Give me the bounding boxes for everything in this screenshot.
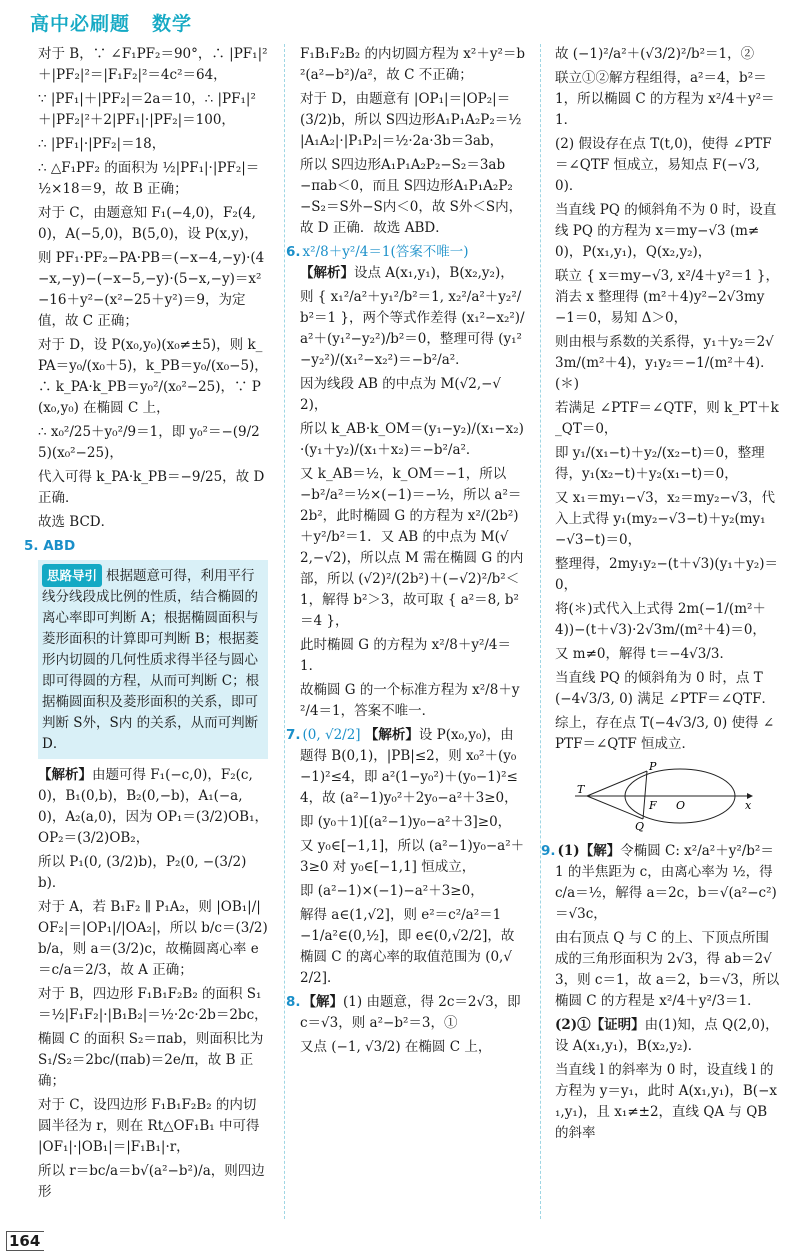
hint-badge: 思路导引: [42, 564, 102, 587]
question-8: 8. 【解】(1) 由题意，得 2c＝2√3，即 c＝√3，则 a²−b²＝3，①: [286, 994, 521, 1031]
text-line: 当直线 PQ 的倾斜角为 0 时，点 T(−4√3/3, 0) 满足 ∠PTF＝∠QTF．: [555, 670, 776, 707]
text-line: (2)①【证明】由(1)知，点 Q(2,0)，设 A(x₁,y₁)，B(x₂,y₂)．: [555, 1017, 779, 1054]
ellipse-diagram: [575, 761, 755, 831]
line-TQ: [587, 796, 643, 819]
text-line: 则由根与系数的关系得，y₁＋y₂＝2√3m/(m²＋4)，y₁y₂＝−1/(m²＋4)．(＊): [555, 334, 774, 392]
text-line: 【解析】由题可得 F₁(−c,0)，F₂(c,0)，B₁(0,b)，B₂(0,−b)，A₁(−a,0)，A₂(a,0)，因为 OP₁＝(3/2)OB₁，OP₂＝(3/2)OB₂，: [38, 767, 268, 846]
text-line: 则 PF₁·PF₂−PA·PB＝(−x−4,−y)·(4−x,−y)−(−x−5,−y)·(5−x,−y)＝x²−16＋y²−(x²−25＋y²)＝9，为定值，故 C 正确；: [38, 250, 265, 329]
text-line: ∴ △F₁PF₂ 的面积为 ½|PF₁|·|PF₂|＝½×18＝9，故 B 正确；: [38, 160, 260, 197]
text-line: 故椭圆 G 的一个标准方程为 x²/8＋y²/4＝1，答案不唯一．: [300, 682, 520, 719]
column-2: [286, 44, 526, 1219]
text-line: 综上，存在点 T(−4√3/3, 0) 使得 ∠PTF＝∠QTF 恒成立．: [555, 715, 775, 752]
text-line: 当直线 PQ 的倾斜角不为 0 时，设直线 PQ 的方程为 x＝my−√3 (m≠0)，P(x₁,y₁)，Q(x₂,y₂)，: [555, 202, 777, 260]
text-line: 整理得，2my₁y₂−(t＋√3)(y₁＋y₂)＝0，: [555, 556, 779, 593]
text-line: 对于 B，四边形 F₁B₁F₂B₂ 的面积 S₁＝½|F₁F₂|·|B₁B₂|＝½·2c·2b＝2bc，: [38, 986, 268, 1023]
label-O: O: [676, 799, 686, 812]
text-line: 将(＊)式代入上式得 2m(−1/(m²＋4))−(t＋√3)·2√3m/(m²＋4)＝0，: [555, 601, 766, 638]
subject-title: 数学: [152, 12, 193, 35]
text-line: 对于 D，设 P(x₀,y₀)(x₀≠±5)，则 k_PA＝y₀/(x₀＋5)，k_PB＝y₀/(x₀−5)，∴ k_PA·k_PB＝y₀²/(x₀²−25)，∵ P(x₀,y₀) 在椭圆 C 上，: [38, 337, 268, 416]
text-line: 若满足 ∠PTF＝∠QTF，则 k_PT＋k_QT＝0，: [555, 400, 779, 437]
text-line: 所以 r＝bc/a＝b√(a²−b²)/a，则四边形: [38, 1163, 265, 1200]
question-5-number: 5. ABD: [24, 538, 76, 554]
text-line: 代入可得 k_PA·k_PB＝−9/25，故 D 正确．: [38, 469, 265, 506]
text-line: F₁B₁F₂B₂ 的内切圆方程为 x²＋y²＝b²(a²−b²)/a²，故 C 不正确；: [300, 46, 526, 83]
text-line: 即 (a²−1)×(−1)−a²＋3≥0，: [300, 883, 484, 899]
label-F: F: [649, 799, 657, 812]
text-line: 又 x₁＝my₁−√3，x₂＝my₂−√3，代入上式得 y₁(my₂−√3−t)＋y₂(my₁−√3−t)＝0，: [555, 490, 776, 548]
text-line: 又 m≠0，解得 t＝−4√3/3．: [555, 646, 733, 662]
text-line: 所以 k_AB·k_OM＝(y₁−y₂)/(x₁−x₂)·(y₁＋y₂)/(x₁＋x₂)＝−b²/a²．: [300, 421, 524, 458]
text-line: 又点 (−1, √3/2) 在椭圆 C 上，: [300, 1039, 492, 1055]
line-TP: [587, 771, 647, 796]
text-line: 则 { x₁²/a²＋y₁²/b²＝1, x₂²/a²＋y₂²/b²＝1 }，两个等式作差得 (x₁²−x₂²)/a²＋(y₁²−y₂²)/b²＝0，整理可得 (y₁²−y₂²)/(x₁²−x₂²)＝−b²/a²．: [300, 289, 525, 368]
column-3: [541, 44, 780, 1219]
text-line: ∴ |PF₁|·|PF₂|＝18，: [38, 136, 166, 152]
column-divider: [540, 44, 541, 1219]
question-7: 7. (0, √2/2] 【解析】设 P(x₀,y₀)，由题得 B(0,1)，|PB|≤2，则 x₀²＋(y₀−1)²≤4，即 a²(1−y₀²)＋(y₀−1)²≤4，故 (a²−1)y₀²＋2y₀−a²＋3≥0，: [286, 727, 518, 806]
text-line: 对于 A，若 B₁F₂ ∥ P₁A₂，则 |OB₁|/|OF₂|＝|OP₁|/|OA₂|，所以 b/c＝(3/2)b/a，则 a＝(3/2)c，故椭圆离心率 e＝c/a＝2/3，故 A 正确；: [38, 899, 268, 978]
line-PQ: [643, 771, 647, 819]
question-6: 6. x²/8＋y²/4＝1(答案不唯一) 【解析】设点 A(x₁,y₁)，B(x₂,y₂)，: [286, 244, 514, 281]
book-title: 高中必刷题: [30, 12, 131, 35]
question-9: 9. (1)【解】令椭圆 C: x²/a²＋y²/b²＝1 的半焦距为 c，由离心率为 ½，得 c/a＝½，解得 a＝2c，b＝√(a²−c²)＝√3c，: [541, 843, 777, 922]
text-line: 联立①②解方程组得，a²＝4，b²＝1，所以椭圆 C 的方程为 x²/4＋y²＝1．: [555, 70, 775, 128]
label-x: x: [745, 799, 752, 812]
text-line: 联立 { x＝my−√3, x²/4＋y²＝1 }，消去 x 整理得 (m²＋4)y²−2√3my−1＝0，易知 Δ＞0，: [555, 268, 779, 326]
text-line: 所以 S四边形A₁P₁A₂P₂−S₂＝3ab−πab＜0，而且 S四边形A₁P₁A₂P₂−S₂＝S外−S内＜0，故 S外＜S内，故 D 正确．故选 ABD．: [300, 157, 523, 236]
column-1: [24, 44, 268, 1219]
text-line: ∴ x₀²/25＋y₀²/9＝1，即 y₀²＝−(9/25)(x₀²−25)，: [38, 424, 260, 461]
hint-text: 根据题意可得，利用平行线分线段成比例的性质，结合椭圆的离心率即可判断 A；根据椭圆面积与菱形面积的计算即可判断 B；根据菱形内切圆的几何性质求得半径与圆心即可得圆的方程，从而可判断 C；根据椭圆面积及菱形面积的关系，即可判断 S外，S内 的关系，从而可判断 D．: [42, 568, 260, 752]
ellipse-figure: [575, 761, 780, 835]
text-line: 椭圆 C 的面积 S₂＝πab，则面积比为 S₁/S₂＝2bc/(πab)＝2e/π，故 B 正确；: [38, 1031, 264, 1089]
text-line: 此时椭圆 G 的方程为 x²/8＋y²/4＝1．: [300, 637, 511, 674]
text-line: 对于 C，由题意知 F₁(−4,0)，F₂(4,0)，A(−5,0)，B(5,0)，设 P(x,y)，: [38, 205, 258, 242]
text-line: 即 (y₀＋1)[(a²−1)y₀−a²＋3]≥0，: [300, 814, 512, 830]
text-line: 当直线 l 的斜率为 0 时，设直线 l 的方程为 y＝y₁，此时 A(x₁,y₁)，B(−x₁,y₁)，且 x₁≠±2，直线 QA 与 QB 的斜率: [555, 1062, 777, 1141]
hint-box: [38, 560, 268, 759]
text-line: 即 y₁/(x₁−t)＋y₂/(x₂−t)＝0，整理得，y₁(x₂−t)＋y₂(x₁−t)＝0，: [555, 445, 765, 482]
text-line: 故选 BCD．: [38, 514, 115, 530]
text-line: 对于 D，由题意有 |OP₁|＝|OP₂|＝(3/2)b，所以 S四边形A₁P₁A₂P₂＝½|A₁A₂|·|P₁P₂|＝½·2a·3b＝3ab，: [300, 91, 522, 149]
text-line: 又 y₀∈[−1,1]，所以 (a²−1)y₀−a²＋3≥0 对 y₀∈[−1,1] 恒成立，: [300, 838, 525, 875]
text-line: 解得 a∈(1,√2]，则 e²＝c²/a²＝1−1/a²∈(0,½]，即 e∈(0,√2/2]，故椭圆 C 的离心率的取值范围为 (0,√2/2]．: [300, 907, 515, 986]
text-line: 所以 P₁(0, (3/2)b)，P₂(0, −(3/2)b)．: [38, 854, 247, 891]
label-T: T: [577, 783, 585, 796]
text-line: 由右顶点 Q 与 C 的上、下顶点所围成的三角形面积为 2√3，得 ab＝2√3，则 c＝1，故 a＝2，b＝√3，所以椭圆 C 的方程是 x²/4＋y²/3＝1．: [555, 930, 780, 1009]
text-line: (2) 假设存在点 T(t,0)，使得 ∠PTF＝∠QTF 恒成立，易知点 F(−√3,0)．: [555, 136, 772, 194]
text-line: 故 (−1)²/a²＋(√3/2)²/b²＝1，②: [555, 46, 755, 62]
column-divider: [284, 44, 285, 1219]
text-line: ∵ |PF₁|＋|PF₂|＝2a＝10，∴ |PF₁|²＋|PF₂|²＋2|PF₁|·|PF₂|＝100，: [38, 91, 256, 128]
label-P: P: [649, 760, 657, 773]
text-line: 对于 C，设四边形 F₁B₁F₂B₂ 的内切圆半径为 r，则在 Rt△OF₁B₁ 中可得 |OF₁|·|OB₁|＝|F₁B₁|·r，: [38, 1097, 260, 1155]
page-header: [30, 4, 192, 40]
text-line: 对于 B，∵ ∠F₁PF₂＝90°，∴ |PF₁|²＋|PF₂|²＝|F₁F₂|²＝4c²＝64，: [38, 46, 268, 83]
label-Q: Q: [635, 820, 645, 833]
text-line: 因为线段 AB 的中点为 M(√2,−√2)，: [300, 376, 502, 413]
page-number: 164: [6, 1231, 44, 1251]
text-line: 又 k_AB＝½，k_OM＝−1，所以 −b²/a²＝½×(−1)＝−½，所以 a²＝2b²，此时椭圆 G 的方程为 x²/(2b²)＋y²/b²＝1．又 AB 的中点为 M(√2,−√2)，所以点 M 需在椭圆 G 的内部，所以 (√2)²/(2b²)＋(−√2)²/b²＜1，解得 b²＞3，故可取 { a²＝8, b²＝4 }，: [300, 466, 524, 629]
